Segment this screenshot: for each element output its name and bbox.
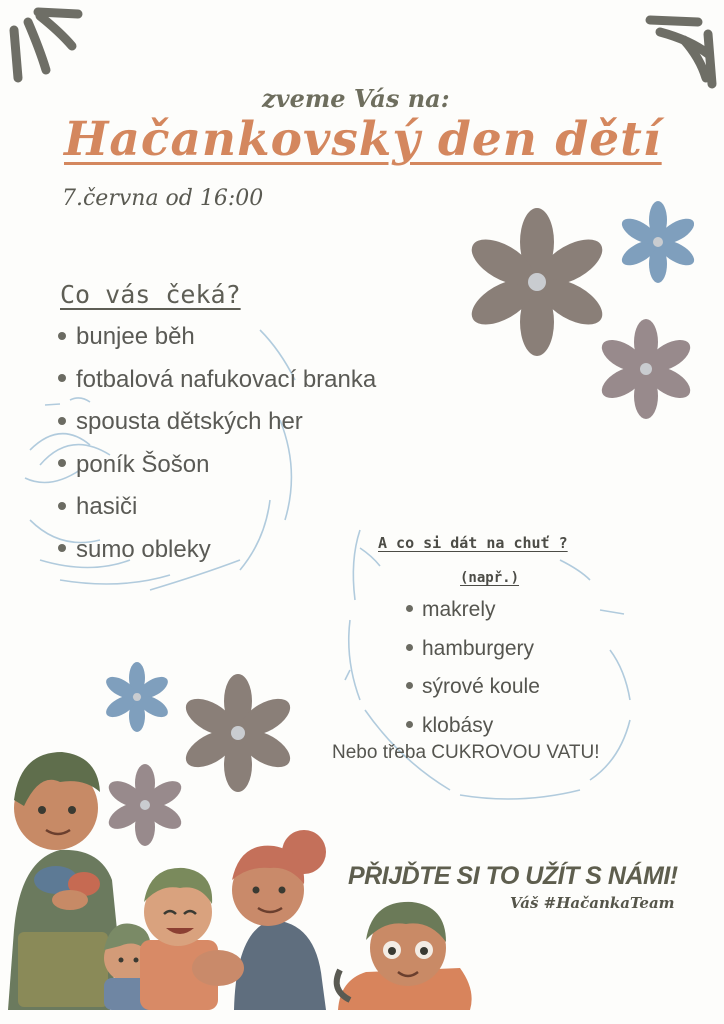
signature: Váš #HačankaTeam: [510, 894, 675, 912]
activity-label: spousta dětských her: [76, 408, 303, 435]
list-item: [54, 444, 376, 487]
activity-label: hasiči: [76, 493, 138, 520]
list-item: [54, 401, 376, 444]
list-item: [54, 359, 376, 402]
flower-mauve-bottom-icon: [104, 764, 185, 846]
flower-large-gray-bottom-icon: [180, 674, 296, 792]
bullet-icon: [58, 417, 66, 425]
bullet-icon: [406, 605, 413, 612]
list-item: [404, 630, 540, 669]
food-heading: A co si dát na chuť ?: [378, 534, 568, 552]
bullet-icon: [406, 682, 413, 689]
sun-rays-right-icon: [650, 20, 712, 84]
activities-heading: Co vás čeká?: [60, 280, 241, 309]
activity-label: sumo obleky: [76, 535, 211, 563]
bullet-icon: [58, 374, 66, 382]
bullet-icon: [406, 721, 413, 728]
food-label: klobásy: [422, 713, 494, 737]
child-boy-lying-icon: [337, 902, 472, 1010]
child-girl-bun-icon: [192, 830, 326, 1010]
sun-rays-left-icon: [14, 12, 78, 78]
list-item: [404, 668, 540, 707]
event-date: 7.června od 16:00: [62, 186, 264, 211]
list-item: [404, 707, 540, 746]
list-item: [54, 529, 376, 572]
food-label: sýrové koule: [422, 675, 540, 698]
bullet-icon: [58, 502, 66, 510]
flower-blue-bottom-icon: [103, 662, 172, 732]
activity-label: fotbalová nafukovací branka: [76, 365, 377, 393]
flower-large-gray-icon: [464, 208, 609, 356]
list-item: [54, 316, 376, 359]
list-item: [54, 486, 376, 529]
food-label: makrely: [422, 598, 496, 621]
child-boy-middle-icon: [140, 868, 218, 1010]
activity-label: bunjee běh: [76, 323, 195, 350]
activity-label: poník Šošon: [76, 450, 210, 478]
bullet-icon: [58, 544, 66, 552]
flower-mauve-right-icon: [597, 319, 696, 419]
food-note: (např.): [460, 570, 520, 586]
bullet-icon: [58, 459, 66, 467]
food-label: hamburgery: [422, 636, 535, 660]
call-to-action: PŘIJĎTE SI TO UŽÍT S NÁMI!: [348, 862, 678, 890]
food-list: [404, 591, 540, 745]
flower-blue-top-icon: [618, 201, 698, 283]
event-title: Hačankovský den dětí: [64, 112, 662, 167]
activities-list: [54, 316, 376, 571]
bullet-icon: [406, 644, 413, 651]
child-boy-left-icon: [8, 752, 118, 1010]
list-item: [404, 591, 540, 630]
food-extra: Nebo třeba CUKROVOU VATU!: [332, 742, 600, 763]
bullet-icon: [58, 332, 66, 340]
invite-line: zveme Vás na:: [262, 84, 450, 113]
